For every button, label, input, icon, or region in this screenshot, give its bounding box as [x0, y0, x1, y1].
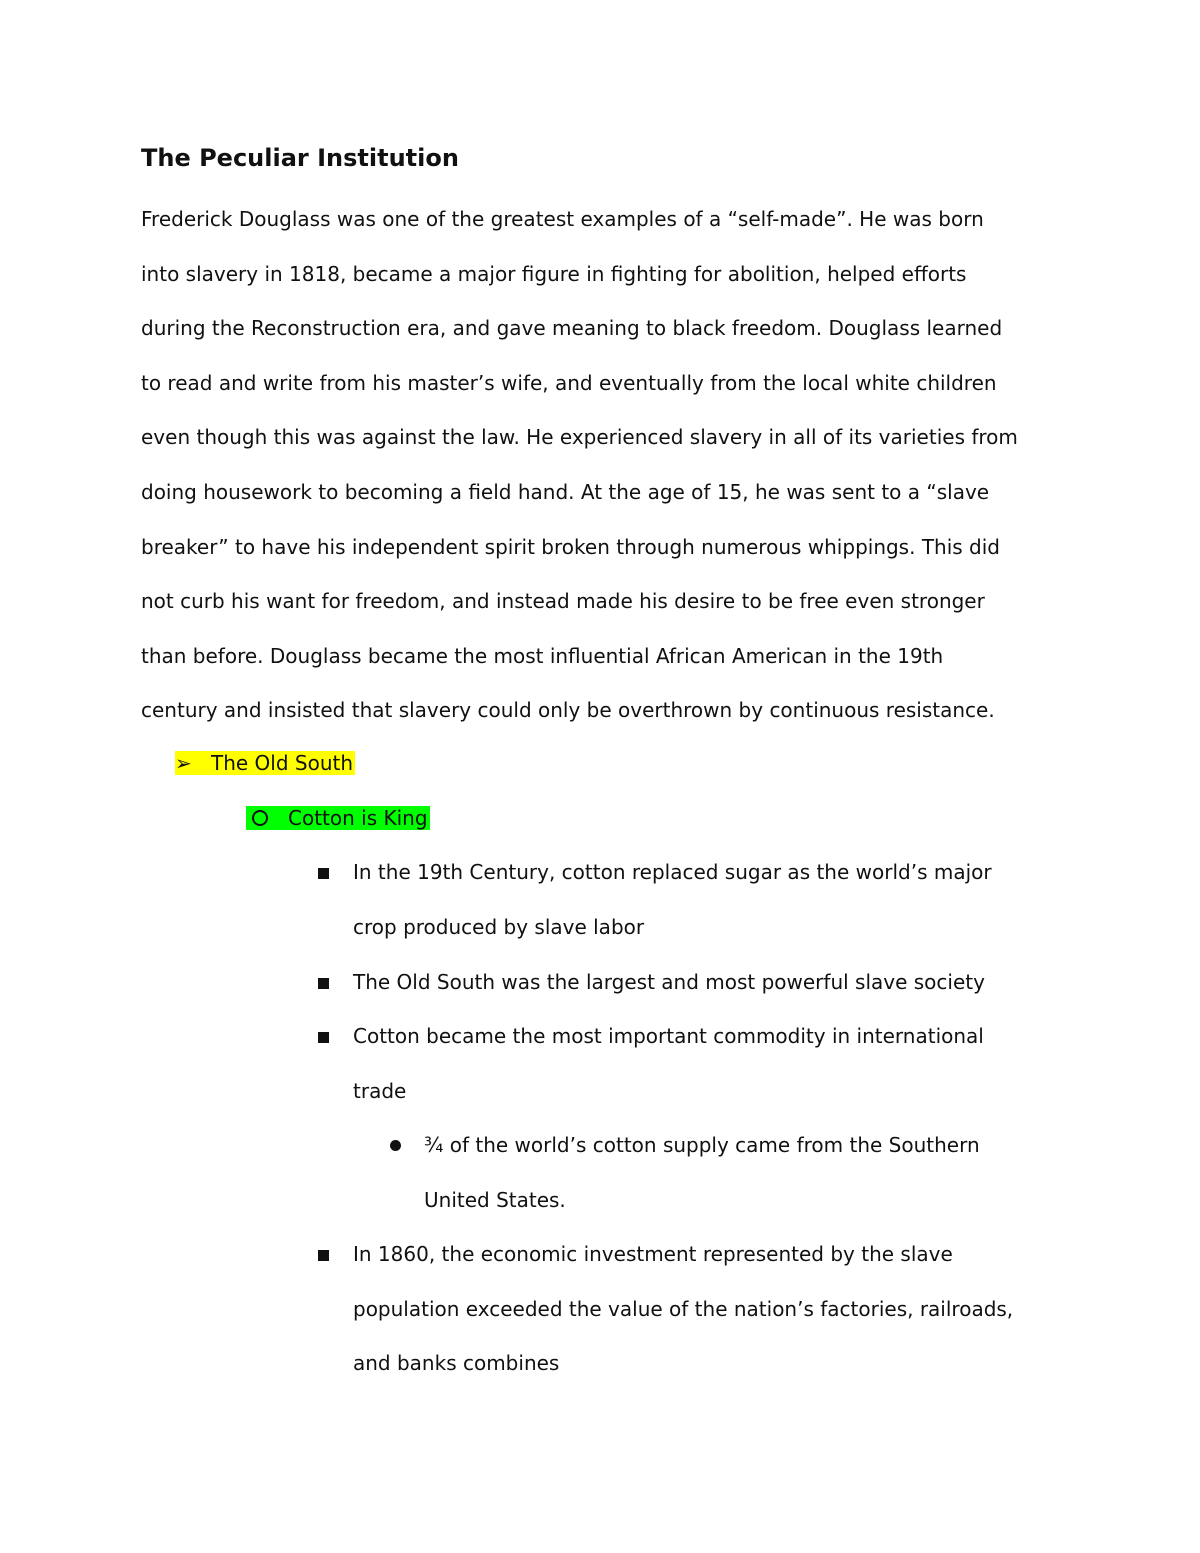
bullet-line: population exceeded the value of the nation’s factories, railroads,: [353, 1297, 1014, 1321]
outline-level2-item: [246, 802, 430, 834]
bullet-line: trade: [353, 1079, 407, 1103]
bullet-line: In 1860, the economic investment represented by the slave: [353, 1242, 953, 1266]
level2-highlight: [246, 806, 430, 830]
paragraph-line: even though this was against the law. He experienced slavery in all of its varieties from: [141, 425, 1018, 450]
paragraph-line: into slavery in 1818, became a major figure in fighting for abolition, helped efforts: [141, 261, 967, 286]
sub-bullet-line: United States.: [424, 1188, 566, 1212]
square-bullet-icon: [318, 868, 329, 879]
paragraph-line: to read and write from his master’s wife, and eventually from the local white children: [141, 370, 997, 395]
sub-bullet-line: ¾ of the world’s cotton supply came from the Southern: [424, 1133, 980, 1157]
level2-heading: Cotton is King: [288, 806, 428, 830]
bullet-line: The Old South was the largest and most powerful slave society: [353, 970, 985, 994]
paragraph-line: during the Reconstruction era, and gave meaning to black freedom. Douglass learned: [141, 316, 1003, 341]
bullet-line: crop produced by slave labor: [353, 915, 645, 939]
level1-heading: The Old South: [211, 751, 354, 775]
body-paragraph: [141, 203, 1071, 749]
paragraph-line: than before. Douglass became the most influential African American in the 19th: [141, 643, 944, 668]
paragraph-line: Frederick Douglass was one of the greatest examples of a “self-made”. He was born: [141, 207, 984, 231]
square-bullet-icon: [318, 978, 329, 989]
square-bullet-icon: [318, 1032, 329, 1043]
filled-dot-bullet-icon: [390, 1140, 401, 1151]
square-bullet-icon: [318, 1250, 329, 1261]
document-title: The Peculiar Institution: [141, 144, 459, 172]
bullet-line: and banks combines: [353, 1351, 560, 1375]
paragraph-line: not curb his want for freedom, and instead made his desire to be free even stronger: [141, 589, 985, 614]
hollow-circle-bullet-icon: [252, 810, 268, 826]
paragraph-line: century and insisted that slavery could only be overthrown by continuous resistance.: [141, 698, 995, 723]
paragraph-line: breaker” to have his independent spirit broken through numerous whippings. This did: [141, 534, 1000, 559]
level1-highlight: [175, 751, 355, 775]
outline-level1-item: [175, 747, 355, 779]
paragraph-line: doing housework to becoming a field hand. At the age of 15, he was sent to a “slave: [141, 479, 990, 504]
arrow-bullet-icon: ➢: [175, 751, 192, 775]
bullet-line: In the 19th Century, cotton replaced sugar as the world’s major: [353, 860, 992, 884]
bullet-line: Cotton became the most important commodity in international: [353, 1024, 984, 1048]
